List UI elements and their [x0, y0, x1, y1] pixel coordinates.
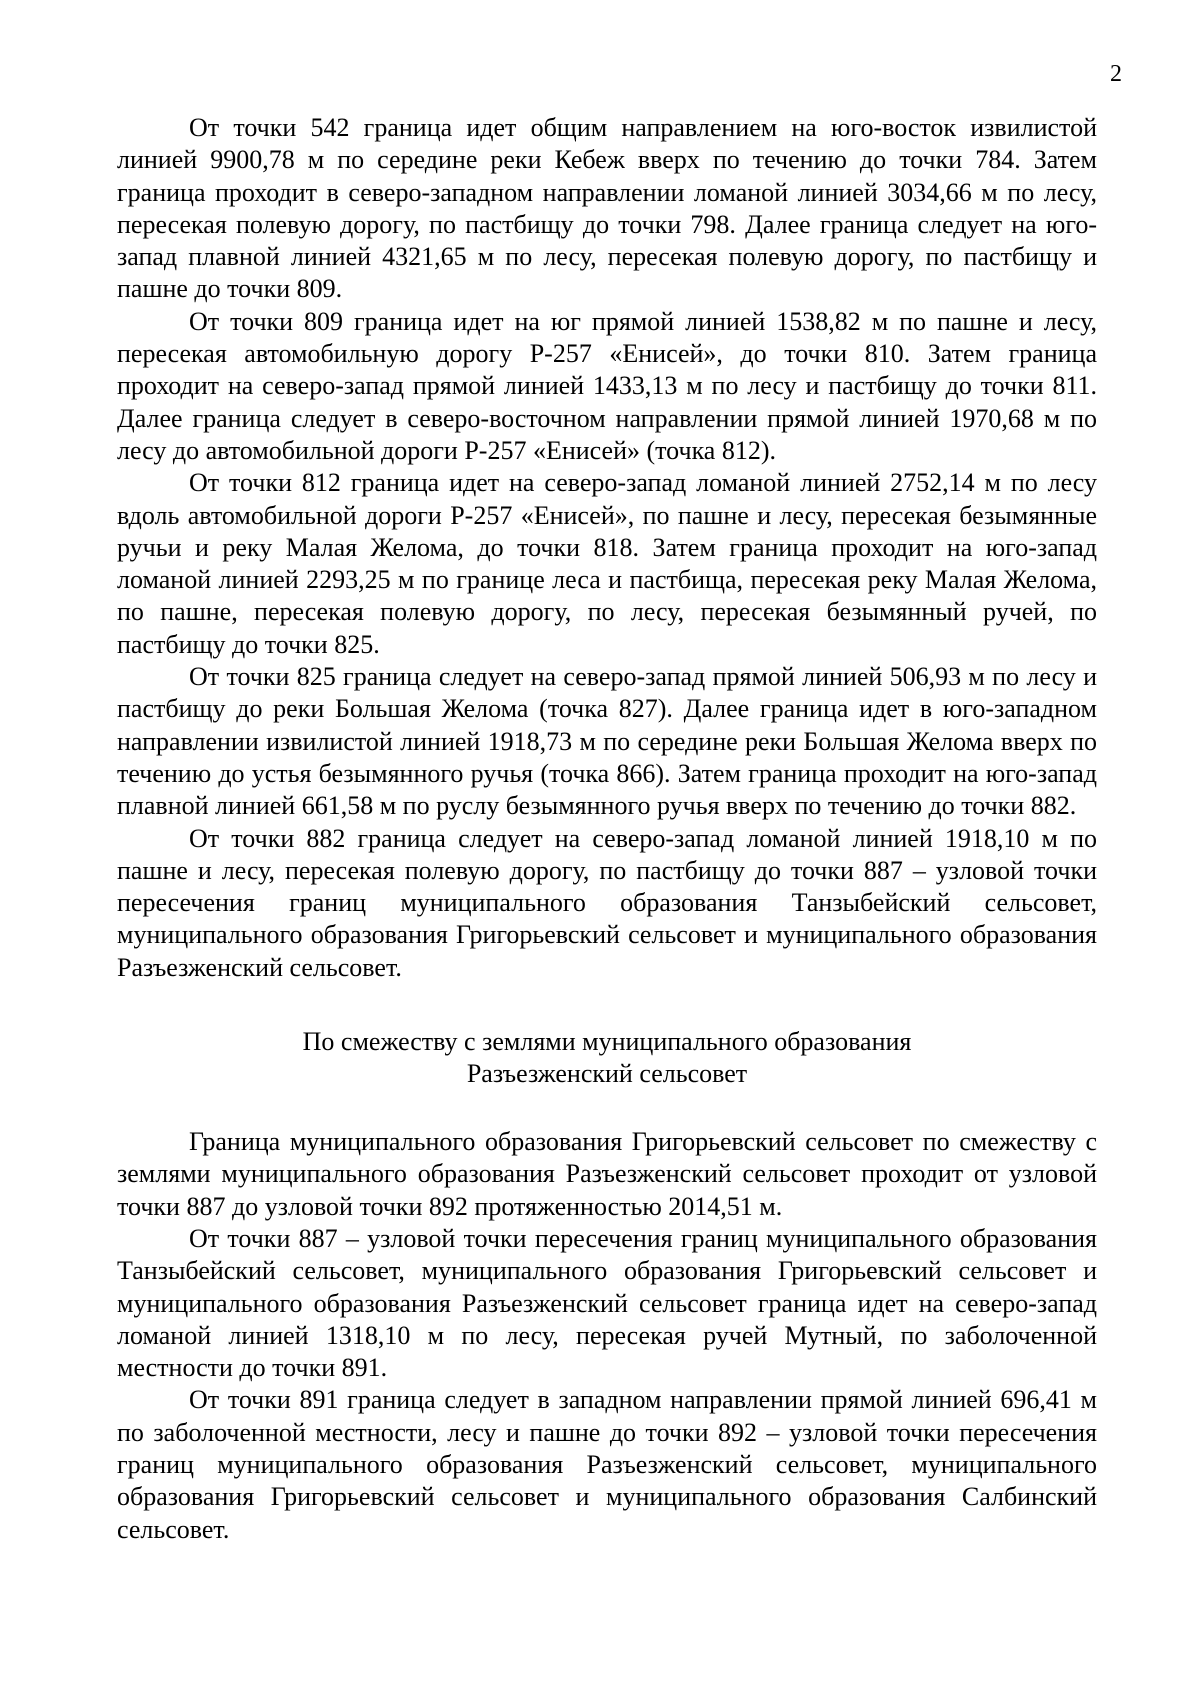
paragraph-point-542: От точки 542 граница идет общим направлением на юго-восток извилистой линией 9900,78 м по середине реки Кебеж вверх по течению до точки 784. Затем граница проходит в северо-западном направлении ломаной линией 3034,66 м по лесу, пересекая полевую дорогу, по пастбищу до точки 798. Далее граница следует на юго-запад плавной линией 4321,65 м по лесу, пересекая полевую дорогу, по пастбищу и пашне до точки 809. — [117, 113, 1097, 304]
section-heading-line-1: По смежеству с землями муниципального образования — [302, 1027, 912, 1057]
paragraph-point-812: От точки 812 граница идет на северо-запад ломаной линией 2752,14 м по лесу вдоль автомобильной дороги Р-257 «Енисей», по пашне и лесу, пересекая безымянные ручьи и реку Малая Желома, до точки 818. Затем граница проходит на юго-запад ломаной линией 2293,25 м по границе леса и пастбища, пересекая реку Малая Желома, по пашне, пересекая полевую дорогу, по лесу, пересекая безымянный ручей, по пастбищу до точки 825. — [117, 468, 1097, 659]
page-number: 2 — [1110, 61, 1122, 87]
section-heading-line-2: Разъезженский сельсовет — [466, 1059, 748, 1089]
paragraph-point-825: От точки 825 граница следует на северо-запад прямой линией 506,93 м по лесу и пастбищу до реки Большая Желома (точка 827). Далее граница идет в юго-западном направлении извилистой линией 1918,73 м по середине реки Большая Желома вверх по течению до устья безымянного ручья (точка 866). Затем граница проходит на юго-запад плавной линией 661,58 м по руслу безымянного ручья вверх по течению до точки 882. — [117, 662, 1097, 821]
document-body — [117, 112, 1097, 1546]
paragraph-boundary-summary: Граница муниципального образования Григорьевский сельсовет по смежеству с землями муниципального образования Разъезженский сельсовет проходит от узловой точки 887 до узловой точки 892 протяженностью 2014,51 м. — [117, 1127, 1097, 1221]
boundary-description-section — [117, 112, 1097, 984]
adjacent-boundary-section — [117, 1126, 1097, 1546]
paragraph-point-891: От точки 891 граница следует в западном направлении прямой линией 696,41 м по заболоченной местности, лесу и пашне до точки 892 – узловой точки пересечения границ муниципального образования Разъезженский сельсовет, муниципального образования Григорьевский сельсовет и муниципального образования Салбинский сельсовет. — [117, 1385, 1097, 1544]
section-heading — [117, 1026, 1097, 1090]
paragraph-point-809: От точки 809 граница идет на юг прямой линией 1538,82 м по пашне и лесу, пересекая автомобильную дорогу Р-257 «Енисей», до точки 810. Затем граница проходит на северо-запад прямой линией 1433,13 м по лесу и пастбищу до точки 811. Далее граница следует в северо-восточном направлении прямой линией 1970,68 м по лесу до автомобильной дороги Р-257 «Енисей» (точка 812). — [117, 306, 1097, 465]
paragraph-point-887: От точки 887 – узловой точки пересечения границ муниципального образования Танзыбейский сельсовет, муниципального образования Григорьевский сельсовет и муниципального образования Разъезженский сельсовет граница идет на северо-запад ломаной линией 1318,10 м по лесу, пересекая ручей Мутный, по заболоченной местности до точки 891. — [117, 1223, 1097, 1383]
paragraph-point-882: От точки 882 граница следует на северо-запад ломаной линией 1918,10 м по пашне и лесу, пересекая полевую дорогу, по пастбищу до точки 887 – узловой точки пересечения границ муниципального образования Танзыбейский сельсовет, муниципального образования Григорьевский сельсовет и муниципального образования Разъезженский сельсовет. — [117, 823, 1097, 982]
